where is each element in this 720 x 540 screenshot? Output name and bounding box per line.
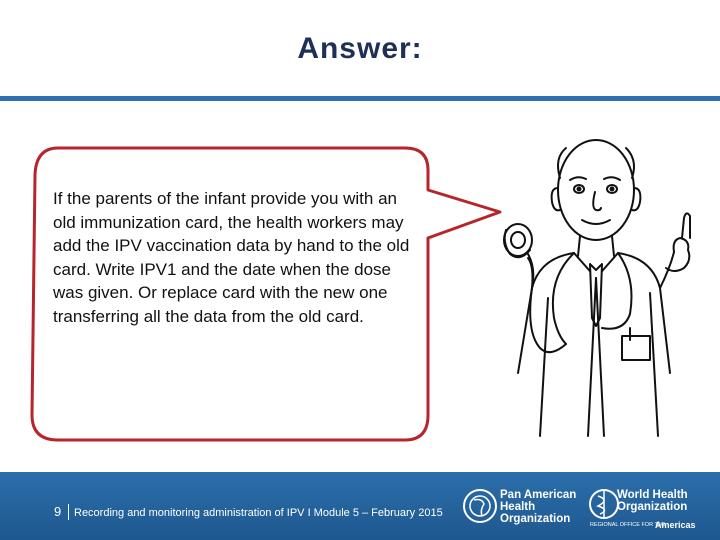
answer-text: If the parents of the infant provide you with an old immunization card, the health workers may add the IPV vaccination data by hand to the old card. Write IPV1 and the date when the dose was given. Or replace card with the new one transferring all the data from the old card.	[53, 189, 410, 326]
page-number: 9	[54, 504, 62, 519]
who-americas-text: Americas	[655, 520, 696, 530]
who-logo-text: World Health Organization	[617, 489, 688, 513]
footer-separator	[68, 504, 69, 520]
slide-title: Answer:	[297, 32, 423, 65]
footer-module-text: Recording and monitoring administration of IPV I Module 5 – February 2015	[74, 507, 443, 519]
doctor-with-stethoscope-icon	[470, 118, 710, 438]
who-regional-office-text: REGIONAL OFFICE FOR THE	[590, 522, 666, 528]
paho-logo-text: Pan American Health Organization	[500, 489, 577, 525]
